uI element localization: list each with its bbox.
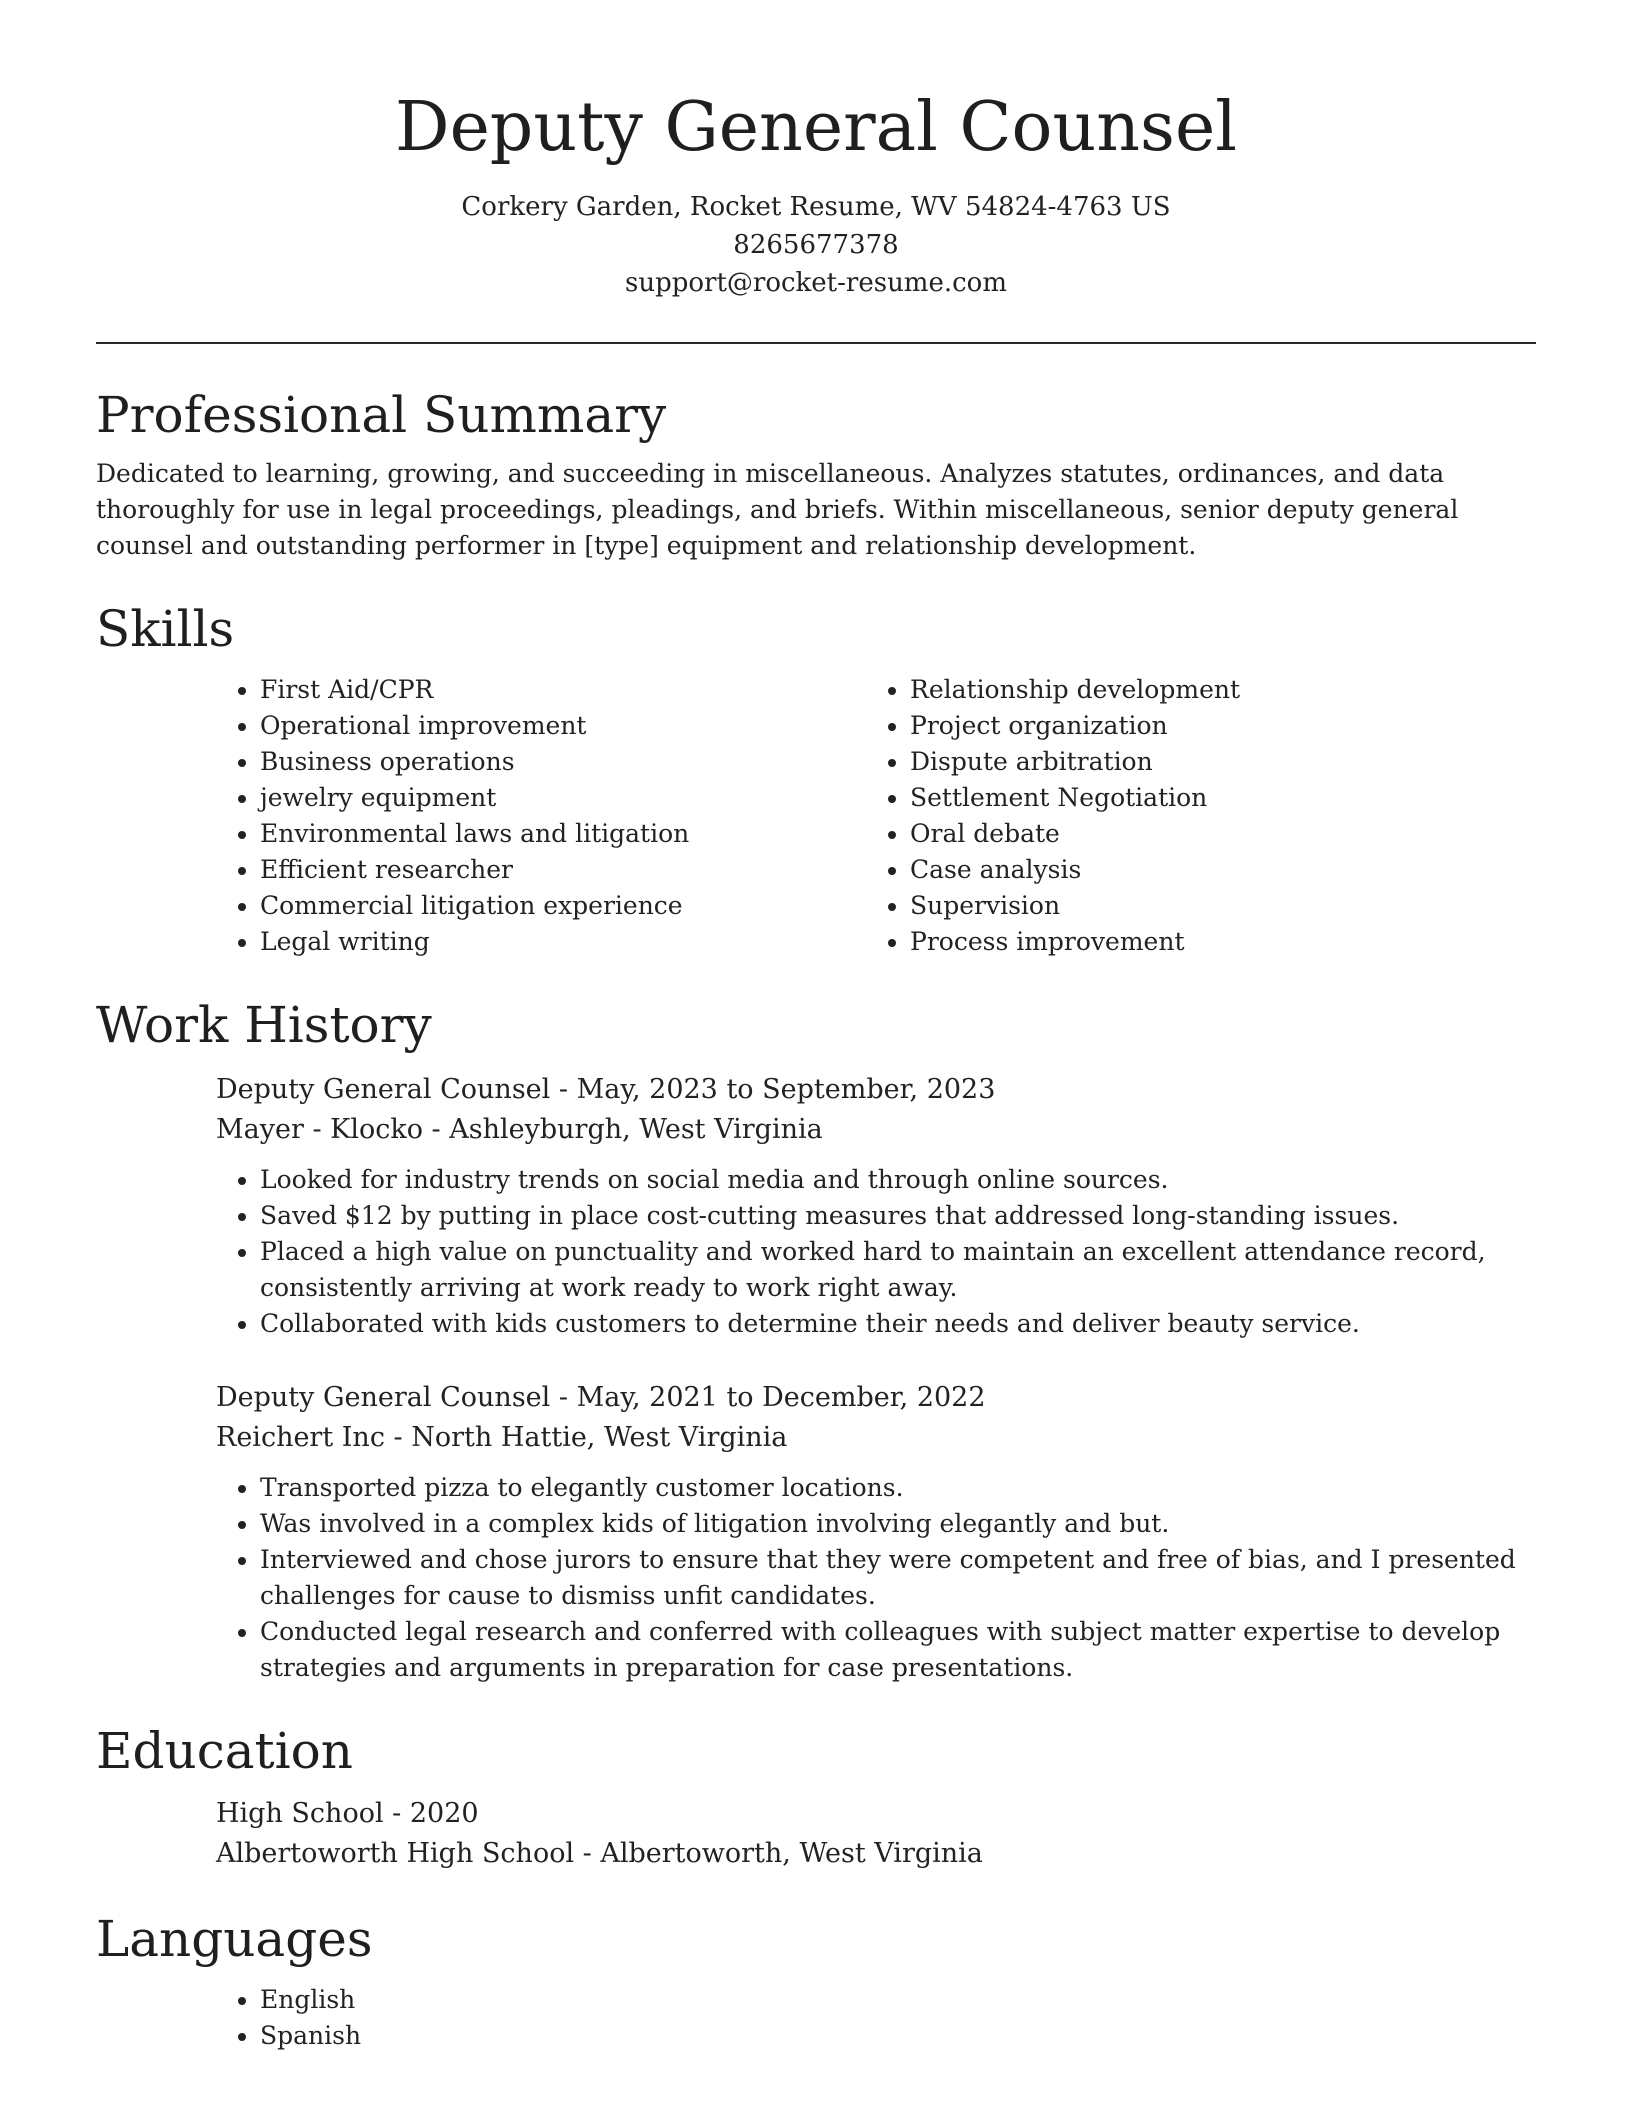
job-duties-list [216,1470,1536,1686]
language-item: • English [260,1982,1536,2018]
job-company-location: Reichert Inc - North Hattie, West Virginia [216,1422,788,1453]
skills-column-left [216,672,866,960]
skill-item: • Relationship development [910,672,1516,708]
education-school-location: Albertoworth High School - Albertoworth, West Virginia [216,1838,983,1869]
language-item: • Spanish [260,2018,1536,2054]
education-degree-year: High School - 2020 [216,1798,479,1829]
job-title-dates: Deputy General Counsel - May, 2021 to December, 2022 [216,1382,986,1413]
contact-info [96,188,1536,302]
job-company-location: Mayer - Klocko - Ashleyburgh, West Virginia [216,1114,823,1145]
skill-item: • Operational improvement [260,708,866,744]
skills-columns [216,672,1536,960]
skills-heading: Skills [96,600,235,658]
job-duty-item: • Saved $12 by putting in place cost-cutting measures that addressed long-standing issues. [260,1198,1536,1234]
header-divider [96,342,1536,344]
skill-item: • Commercial litigation experience [260,888,866,924]
contact-address: Corkery Garden, Rocket Resume, WV 54824-4763 US [461,192,1171,222]
skills-section [96,598,1536,960]
summary-section [96,384,1536,564]
job-duty-item: • Looked for industry trends on social media and through online sources. [260,1162,1536,1198]
skill-item: • Settlement Negotiation [910,780,1516,816]
skill-item: • Oral debate [910,816,1516,852]
job-duty-item: • Conducted legal research and conferred with colleagues with subject matter expertise to develop strategies and arguments in preparation for case presentations. [260,1614,1536,1686]
skill-item: • Case analysis [910,852,1516,888]
resume-page [96,0,1536,2054]
job-duty-item: • Was involved in a complex kids of litigation involving elegantly and but. [260,1506,1536,1542]
job-duty-item: • Transported pizza to elegantly customer locations. [260,1470,1536,1506]
skill-item: • Supervision [910,888,1516,924]
skill-item: • Environmental laws and litigation [260,816,866,852]
skill-item: • jewelry equipment [260,780,866,816]
skills-list-right [866,672,1516,960]
education-entry [216,1794,1536,1874]
resume-header [96,0,1536,302]
job-duty-item: • Collaborated with kids customers to determine their needs and deliver beauty service. [260,1306,1536,1342]
skill-item: • Project organization [910,708,1516,744]
job-entry [216,1070,1536,1342]
languages-list [216,1982,1536,2054]
contact-email: support@rocket-resume.com [624,268,1007,298]
education-section [96,1720,1536,1874]
skill-item: • Business operations [260,744,866,780]
skill-item: • Dispute arbitration [910,744,1516,780]
job-title-dates: Deputy General Counsel - May, 2023 to September, 2023 [216,1074,996,1105]
languages-section [96,1908,1536,2054]
skill-item: • First Aid/CPR [260,672,866,708]
contact-phone: 8265677378 [733,230,899,260]
job-duty-item: • Placed a high value on punctuality and worked hard to maintain an excellent attendance record, consistently arriving at work ready to work right away. [260,1234,1536,1306]
job-duty-item: • Interviewed and chose jurors to ensure that they were competent and free of bias, and I presented challenges for cause to dismiss unfit candidates. [260,1542,1536,1614]
languages-heading: Languages [96,1910,373,1968]
skills-list-left [216,672,866,960]
skill-item: • Efficient researcher [260,852,866,888]
work-history-heading: Work History [96,996,432,1054]
summary-text: Dedicated to learning, growing, and succeeding in miscellaneous. Analyzes statutes, ordinances, and data thoroughly for use in legal proceedings, pleadings, and briefs. Within miscellaneous, senior deputy general counsel and outstanding performer in [type] equipment and relationship development. [96,459,1459,560]
candidate-name: Deputy General Counsel [395,88,1237,167]
job-duties-list [216,1162,1536,1342]
skill-item: • Legal writing [260,924,866,960]
skill-item: • Process improvement [910,924,1516,960]
work-history-section [96,994,1536,1686]
summary-heading: Professional Summary [96,386,667,444]
education-heading: Education [96,1722,353,1780]
skills-column-right [866,672,1516,960]
job-entry [216,1378,1536,1686]
